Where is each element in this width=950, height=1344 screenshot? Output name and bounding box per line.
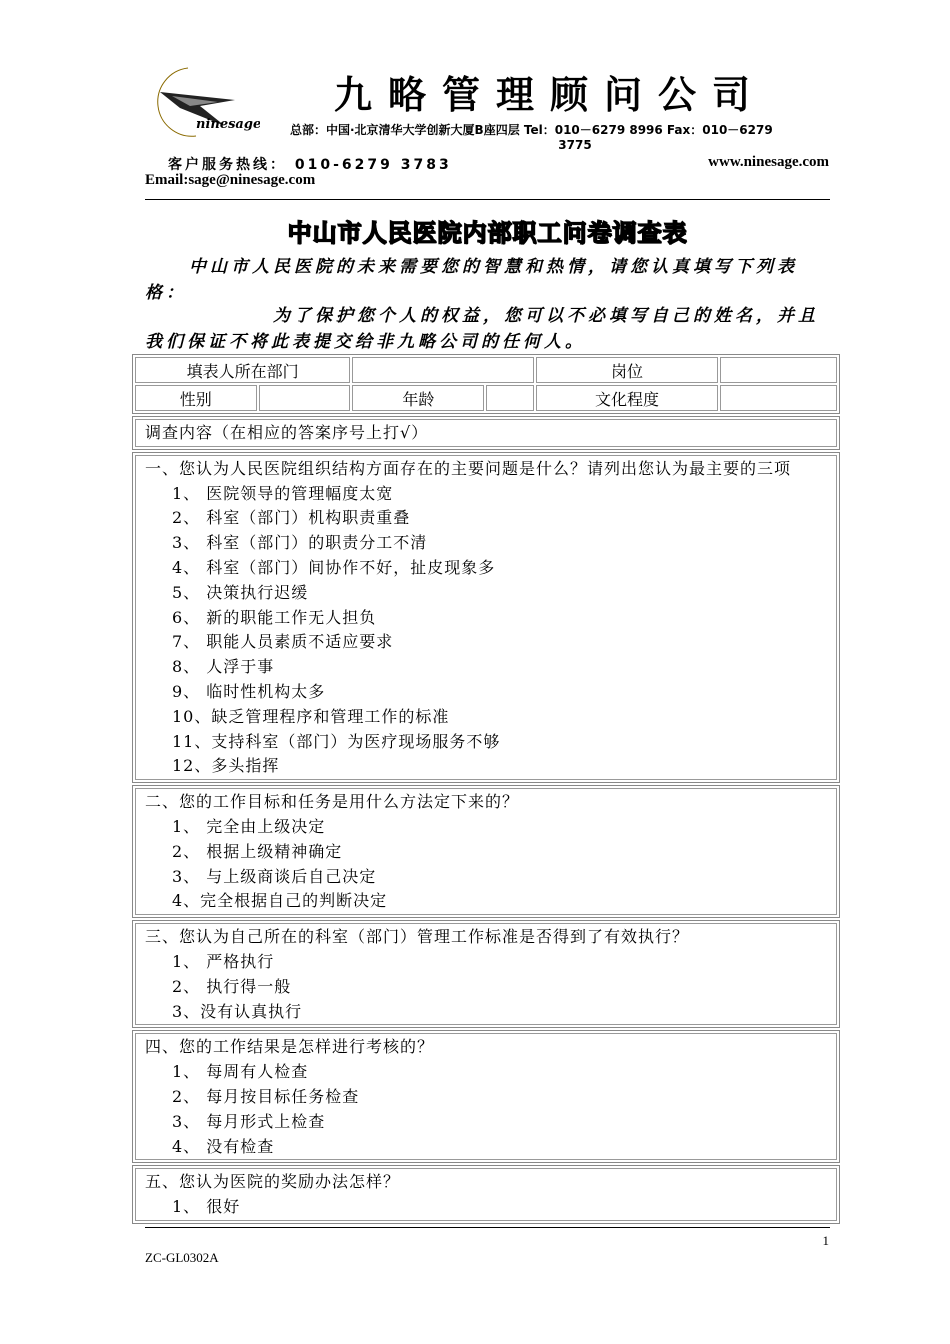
question-5-text: 五、您认为医院的奖励办法怎样？ bbox=[145, 1172, 401, 1192]
website-link[interactable]: www.ninesage.com bbox=[708, 154, 829, 170]
q1-option[interactable]: 10、缺乏管理程序和管理工作的标准 bbox=[172, 706, 450, 726]
q1-option[interactable]: 9、 临时性机构太多 bbox=[172, 681, 326, 701]
email-address[interactable]: Email:sage@ninesage.com bbox=[145, 172, 316, 188]
age-label: 年龄 bbox=[352, 385, 484, 411]
table-row bbox=[135, 385, 837, 411]
question-2-box bbox=[132, 785, 840, 918]
document-code: ZC-GL0302A bbox=[145, 1250, 219, 1265]
department-field[interactable] bbox=[352, 357, 534, 383]
question-4-text: 四、您的工作结果是怎样进行考核的？ bbox=[145, 1037, 435, 1057]
q4-option[interactable]: 3、 每月形式上检查 bbox=[172, 1111, 326, 1131]
question-2-text: 二、您的工作目标和任务是用什么方法定下来的？ bbox=[145, 792, 520, 812]
q2-option[interactable]: 3、 与上级商谈后自己决定 bbox=[172, 866, 377, 886]
company-address bbox=[290, 123, 830, 153]
company-name: 九略管理顾问公司 bbox=[333, 73, 766, 117]
survey-instruction: 调查内容（在相应的答案序号上打√） bbox=[135, 419, 837, 447]
footer-divider bbox=[145, 1227, 830, 1228]
address-line-2: 3775 bbox=[558, 138, 592, 152]
intro-paragraph-2: 为了保护您个人的权益，您可以不必填写自己的姓名，并且我们保证不将此表提交给非九略公司的任何人。 bbox=[145, 306, 819, 352]
q1-option[interactable]: 2、 科室（部门）机构职责重叠 bbox=[172, 508, 411, 528]
survey-section bbox=[132, 416, 840, 1226]
document-title: 中山市人民医院内部职工问卷调查表 bbox=[287, 219, 688, 247]
q2-option[interactable]: 4、完全根据自己的判断决定 bbox=[172, 891, 388, 911]
question-4-box bbox=[132, 1030, 840, 1163]
address-line-1: 总部：中国·北京清华大学创新大厦B座四层 Tel：010－6279 8996 Fax：010－6279 bbox=[290, 123, 773, 137]
instruction-box bbox=[132, 416, 840, 450]
gender-label: 性别 bbox=[135, 385, 257, 411]
q2-option[interactable]: 1、 完全由上级决定 bbox=[172, 816, 326, 836]
q4-option[interactable]: 1、 每周有人检查 bbox=[172, 1062, 309, 1082]
age-field[interactable] bbox=[486, 385, 534, 411]
q1-option[interactable]: 8、 人浮于事 bbox=[172, 657, 275, 677]
q1-option[interactable]: 4、 科室（部门）间协作不好，扯皮现象多 bbox=[172, 557, 496, 577]
q1-option[interactable]: 1、 医院领导的管理幅度太宽 bbox=[172, 483, 394, 503]
page-number: 1 bbox=[822, 1233, 829, 1248]
question-1-box bbox=[132, 452, 840, 783]
customer-hotline: 客户服务热线： 010-6279 3783 bbox=[168, 157, 452, 173]
q2-option[interactable]: 2、 根据上级精神确定 bbox=[172, 841, 343, 861]
svg-text:ninesage: ninesage bbox=[196, 117, 260, 132]
question-1-text: 一、您认为人民医院组织结构方面存在的主要问题是什么？请列出您认为最主要的三项 bbox=[145, 458, 792, 478]
education-label: 文化程度 bbox=[536, 385, 717, 411]
q1-option[interactable]: 3、 科室（部门）的职责分工不清 bbox=[172, 533, 428, 553]
ninesage-logo-icon bbox=[140, 62, 260, 142]
position-field[interactable] bbox=[720, 357, 837, 383]
table-row bbox=[135, 357, 837, 383]
position-label: 岗位 bbox=[536, 357, 717, 383]
education-field[interactable] bbox=[720, 385, 837, 411]
q1-option[interactable]: 7、 职能人员素质不适应要求 bbox=[172, 632, 394, 652]
respondent-info-table bbox=[132, 354, 840, 414]
gender-field[interactable] bbox=[259, 385, 351, 411]
q5-option[interactable]: 1、 很好 bbox=[172, 1197, 241, 1217]
header-divider bbox=[145, 199, 830, 200]
intro-paragraph-1: 中山市人民医院的未来需要您的智慧和热情，请您认真填写下列表格： bbox=[145, 257, 798, 303]
question-3-text: 三、您认为自己所在的科室（部门）管理工作标准是否得到了有效执行？ bbox=[145, 927, 690, 947]
q1-option[interactable]: 12、多头指挥 bbox=[172, 756, 280, 776]
q3-option[interactable]: 3、没有认真执行 bbox=[172, 1001, 303, 1021]
company-logo bbox=[140, 62, 260, 142]
q1-option[interactable]: 5、 决策执行迟缓 bbox=[172, 582, 309, 602]
question-3-box bbox=[132, 920, 840, 1028]
q4-option[interactable]: 2、 每月按目标任务检查 bbox=[172, 1086, 360, 1106]
q1-option[interactable]: 11、支持科室（部门）为医疗现场服务不够 bbox=[172, 731, 501, 751]
question-5-box bbox=[132, 1165, 840, 1224]
q3-option[interactable]: 1、 严格执行 bbox=[172, 951, 275, 971]
department-label: 填表人所在部门 bbox=[135, 357, 350, 383]
q3-option[interactable]: 2、 执行得一般 bbox=[172, 976, 292, 996]
q1-option[interactable]: 6、 新的职能工作无人担负 bbox=[172, 607, 377, 627]
q4-option[interactable]: 4、 没有检查 bbox=[172, 1136, 275, 1156]
